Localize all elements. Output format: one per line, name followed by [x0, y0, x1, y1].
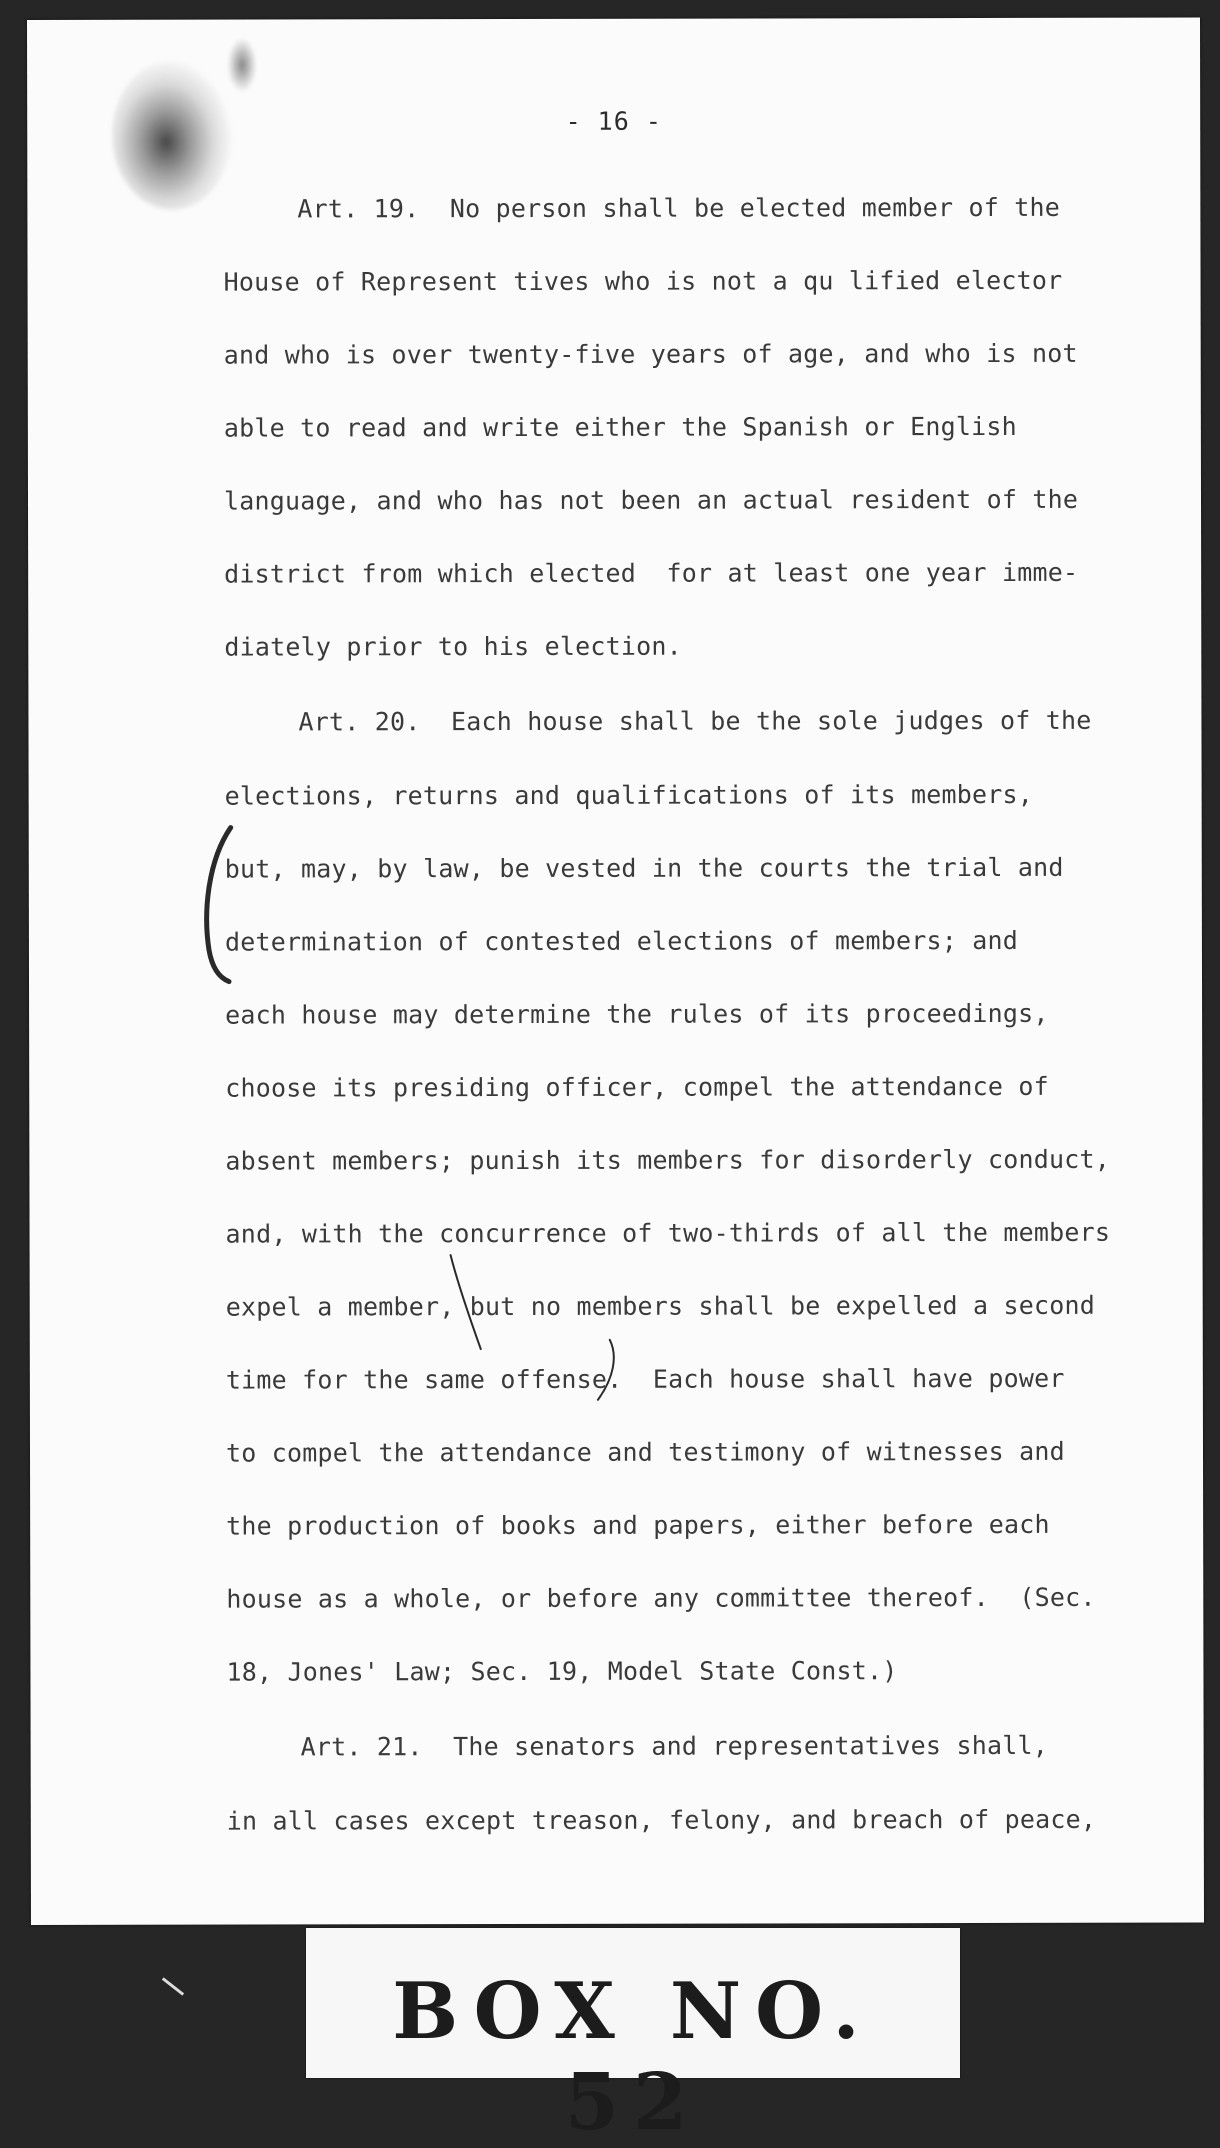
text-line: able to read and write either the Spanish or English — [223, 411, 1017, 443]
text-line: determination of contested elections of members; and — [224, 925, 1019, 957]
text-line: time for the same offense. Each house shall have power — [225, 1363, 1065, 1395]
document-page — [27, 18, 1204, 1925]
page-number: - 16 - — [565, 106, 662, 136]
box-label-text: BOX NO. 52 — [392, 1966, 874, 2148]
handwritten-bracket-mark — [199, 820, 239, 990]
text-line: district from which elected for at least one year imme- — [224, 557, 1079, 589]
text-line: House of Represent tives who is not a qu lified elector — [223, 265, 1063, 297]
text-line: diately prior to his election. — [224, 631, 682, 662]
text-line: in all cases except treason, felony, and breach of peace, — [226, 1804, 1097, 1836]
text-line: 18, Jones' Law; Sec. 19, Model State Const.) — [226, 1656, 898, 1687]
box-label-card — [306, 1928, 960, 2148]
text-line: elections, returns and qualifications of its members, — [224, 779, 1033, 811]
text-line: and who is over twenty-five years of age, and who is not — [223, 338, 1078, 370]
text-line: and, with the concurrence of two-thirds of all the members — [225, 1217, 1111, 1249]
text-line: expel a member, but no members shall be expelled a second — [225, 1290, 1096, 1322]
text-line: Art. 20. Each house shall be the sole judges of the — [298, 705, 1092, 737]
handwritten-paren-mark — [592, 1336, 622, 1406]
handwritten-slash-mark — [445, 1249, 495, 1359]
text-line: Art. 19. No person shall be elected member of the — [297, 192, 1061, 224]
text-line: each house may determine the rules of its proceedings, — [225, 998, 1049, 1030]
text-line: house as a whole, or before any committee thereof. (Sec. — [226, 1582, 1096, 1614]
text-line: choose its presiding officer, compel the attendance of — [225, 1071, 1049, 1103]
text-line: language, and who has not been an actual resident of the — [223, 484, 1079, 516]
stray-mark — [162, 1977, 184, 1995]
ink-smudge-small — [227, 38, 257, 93]
text-line: absent members; punish its members for disorderly conduct, — [225, 1144, 1110, 1176]
text-line: Art. 21. The senators and representatives shall, — [300, 1730, 1048, 1762]
text-line: to compel the attendance and testimony of witnesses and — [225, 1436, 1065, 1468]
text-line: the production of books and papers, either before each — [226, 1509, 1050, 1541]
text-line: but, may, by law, be vested in the courts the trial and — [224, 852, 1064, 884]
